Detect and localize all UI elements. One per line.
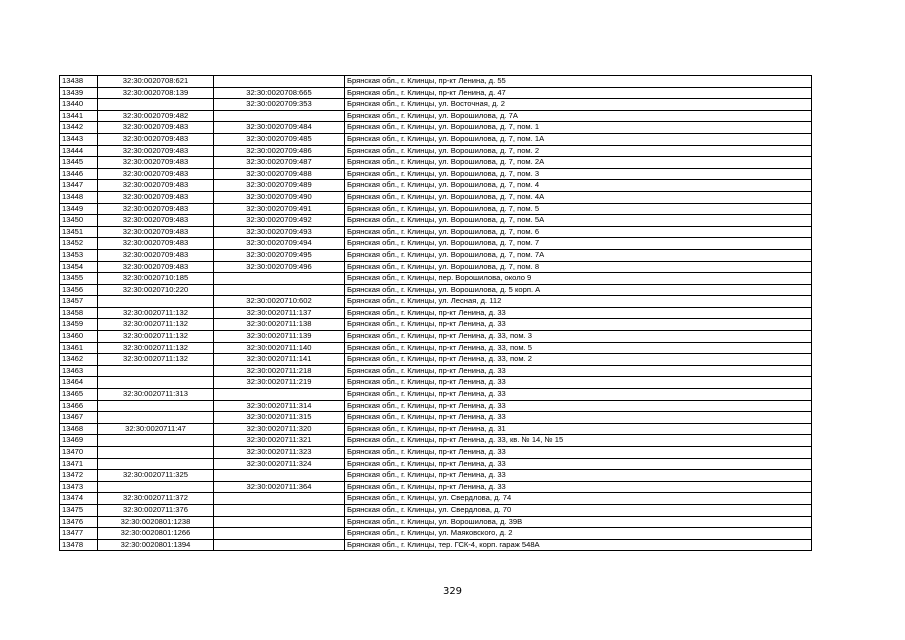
cadastral-number-cell: 32:30:0020711:324 bbox=[214, 458, 345, 470]
parent-cadastral-cell bbox=[98, 99, 214, 111]
cadastral-number-cell: 32:30:0020711:219 bbox=[214, 377, 345, 389]
address-cell: Брянская обл., г. Клинцы, пр-кт Ленина, д. 33 bbox=[345, 400, 812, 412]
parent-cadastral-cell bbox=[98, 481, 214, 493]
address-cell: Брянская обл., г. Клинцы, ул. Ворошилова, д. 7А bbox=[345, 110, 812, 122]
address-cell: Брянская обл., г. Клинцы, пр-кт Ленина, д. 33 bbox=[345, 458, 812, 470]
row-number-cell: 13461 bbox=[60, 342, 98, 354]
table-row bbox=[60, 273, 812, 285]
cadastral-number-cell: 32:30:0020709:490 bbox=[214, 191, 345, 203]
address-cell: Брянская обл., г. Клинцы, пр-кт Ленина, д. 33 bbox=[345, 307, 812, 319]
row-number-cell: 13454 bbox=[60, 261, 98, 273]
address-cell: Брянская обл., г. Клинцы, пр-кт Ленина, д. 55 bbox=[345, 76, 812, 88]
cadastral-number-cell: 32:30:0020709:492 bbox=[214, 215, 345, 227]
address-cell: Брянская обл., г. Клинцы, ул. Ворошилова, д. 5 корп. А bbox=[345, 284, 812, 296]
row-number-cell: 13478 bbox=[60, 539, 98, 551]
table-row bbox=[60, 342, 812, 354]
address-cell: Брянская обл., г. Клинцы, ул. Ворошилова, д. 7, пом. 2 bbox=[345, 145, 812, 157]
table-row bbox=[60, 296, 812, 308]
cadastral-number-cell: 32:30:0020709:496 bbox=[214, 261, 345, 273]
parent-cadastral-cell: 32:30:0020711:132 bbox=[98, 354, 214, 366]
cadastral-number-cell: 32:30:0020711:141 bbox=[214, 354, 345, 366]
row-number-cell: 13453 bbox=[60, 249, 98, 261]
row-number-cell: 13447 bbox=[60, 180, 98, 192]
row-number-cell: 13441 bbox=[60, 110, 98, 122]
address-cell: Брянская обл., г. Клинцы, ул. Ворошилова, д. 7, пом. 1А bbox=[345, 133, 812, 145]
table-row bbox=[60, 435, 812, 447]
table-row bbox=[60, 516, 812, 528]
address-cell: Брянская обл., г. Клинцы, ул. Ворошилова, д. 7, пом. 4 bbox=[345, 180, 812, 192]
parent-cadastral-cell: 32:30:0020709:483 bbox=[98, 226, 214, 238]
address-cell: Брянская обл., г. Клинцы, пр-кт Ленина, д. 33 bbox=[345, 470, 812, 482]
table-row bbox=[60, 365, 812, 377]
address-cell: Брянская обл., г. Клинцы, ул. Ворошилова, д. 39В bbox=[345, 516, 812, 528]
table-row bbox=[60, 145, 812, 157]
row-number-cell: 13450 bbox=[60, 215, 98, 227]
parent-cadastral-cell: 32:30:0020710:185 bbox=[98, 273, 214, 285]
table-row bbox=[60, 458, 812, 470]
row-number-cell: 13455 bbox=[60, 273, 98, 285]
address-cell: Брянская обл., г. Клинцы, пр-кт Ленина, д. 47 bbox=[345, 87, 812, 99]
parent-cadastral-cell: 32:30:0020709:483 bbox=[98, 180, 214, 192]
parent-cadastral-cell bbox=[98, 447, 214, 459]
cadastral-number-cell: 32:30:0020711:314 bbox=[214, 400, 345, 412]
parent-cadastral-cell: 32:30:0020801:1238 bbox=[98, 516, 214, 528]
row-number-cell: 13466 bbox=[60, 400, 98, 412]
parent-cadastral-cell: 32:30:0020709:483 bbox=[98, 168, 214, 180]
parent-cadastral-cell: 32:30:0020711:325 bbox=[98, 470, 214, 482]
table-row bbox=[60, 180, 812, 192]
parent-cadastral-cell: 32:30:0020711:372 bbox=[98, 493, 214, 505]
row-number-cell: 13465 bbox=[60, 389, 98, 401]
row-number-cell: 13475 bbox=[60, 504, 98, 516]
cadastral-number-cell: 32:30:0020709:485 bbox=[214, 133, 345, 145]
cadastral-number-cell bbox=[214, 273, 345, 285]
row-number-cell: 13456 bbox=[60, 284, 98, 296]
address-cell: Брянская обл., г. Клинцы, пр-кт Ленина, д. 33 bbox=[345, 365, 812, 377]
parent-cadastral-cell: 32:30:0020709:483 bbox=[98, 261, 214, 273]
registry-table-body bbox=[60, 76, 812, 551]
parent-cadastral-cell: 32:30:0020711:132 bbox=[98, 331, 214, 343]
address-cell: Брянская обл., г. Клинцы, ул. Ворошилова, д. 7, пом. 2А bbox=[345, 157, 812, 169]
address-cell: Брянская обл., г. Клинцы, ул. Ворошилова, д. 7, пом. 8 bbox=[345, 261, 812, 273]
address-cell: Брянская обл., г. Клинцы, пр-кт Ленина, д. 33 bbox=[345, 389, 812, 401]
parent-cadastral-cell: 32:30:0020709:483 bbox=[98, 249, 214, 261]
row-number-cell: 13440 bbox=[60, 99, 98, 111]
parent-cadastral-cell bbox=[98, 412, 214, 424]
row-number-cell: 13463 bbox=[60, 365, 98, 377]
row-number-cell: 13459 bbox=[60, 319, 98, 331]
parent-cadastral-cell: 32:30:0020801:1266 bbox=[98, 528, 214, 540]
table-row bbox=[60, 122, 812, 134]
address-cell: Брянская обл., г. Клинцы, пр-кт Ленина, д. 33 bbox=[345, 319, 812, 331]
row-number-cell: 13467 bbox=[60, 412, 98, 424]
table-row bbox=[60, 539, 812, 551]
row-number-cell: 13444 bbox=[60, 145, 98, 157]
address-cell: Брянская обл., г. Клинцы, ул. Ворошилова, д. 7, пом. 5 bbox=[345, 203, 812, 215]
address-cell: Брянская обл., г. Клинцы, пр-кт Ленина, д. 33, пом. 5 bbox=[345, 342, 812, 354]
address-cell: Брянская обл., г. Клинцы, пр-кт Ленина, д. 33 bbox=[345, 447, 812, 459]
table-row bbox=[60, 110, 812, 122]
table-row bbox=[60, 400, 812, 412]
table-row bbox=[60, 226, 812, 238]
row-number-cell: 13438 bbox=[60, 76, 98, 88]
table-row bbox=[60, 157, 812, 169]
table-row bbox=[60, 470, 812, 482]
address-cell: Брянская обл., г. Клинцы, ул. Ворошилова, д. 7, пом. 5А bbox=[345, 215, 812, 227]
cadastral-number-cell: 32:30:0020711:364 bbox=[214, 481, 345, 493]
row-number-cell: 13474 bbox=[60, 493, 98, 505]
parent-cadastral-cell: 32:30:0020709:483 bbox=[98, 238, 214, 250]
cadastral-number-cell: 32:30:0020709:486 bbox=[214, 145, 345, 157]
row-number-cell: 13470 bbox=[60, 447, 98, 459]
row-number-cell: 13451 bbox=[60, 226, 98, 238]
parent-cadastral-cell: 32:30:0020711:132 bbox=[98, 319, 214, 331]
parent-cadastral-cell: 32:30:0020709:483 bbox=[98, 191, 214, 203]
parent-cadastral-cell: 32:30:0020711:313 bbox=[98, 389, 214, 401]
parent-cadastral-cell: 32:30:0020711:376 bbox=[98, 504, 214, 516]
table-row bbox=[60, 389, 812, 401]
cadastral-number-cell bbox=[214, 539, 345, 551]
cadastral-number-cell: 32:30:0020709:495 bbox=[214, 249, 345, 261]
parent-cadastral-cell: 32:30:0020710:220 bbox=[98, 284, 214, 296]
parent-cadastral-cell bbox=[98, 435, 214, 447]
cadastral-number-cell bbox=[214, 516, 345, 528]
cadastral-number-cell bbox=[214, 470, 345, 482]
cadastral-number-cell: 32:30:0020711:218 bbox=[214, 365, 345, 377]
row-number-cell: 13472 bbox=[60, 470, 98, 482]
cadastral-number-cell bbox=[214, 389, 345, 401]
cadastral-number-cell bbox=[214, 110, 345, 122]
cadastral-number-cell: 32:30:0020708:665 bbox=[214, 87, 345, 99]
address-cell: Брянская обл., г. Клинцы, пр-кт Ленина, д. 31 bbox=[345, 423, 812, 435]
address-cell: Брянская обл., г. Клинцы, тер. ГСК-4, корп. гараж 548А bbox=[345, 539, 812, 551]
cadastral-number-cell: 32:30:0020709:493 bbox=[214, 226, 345, 238]
address-cell: Брянская обл., г. Клинцы, пр-кт Ленина, д. 33, кв. № 14, № 15 bbox=[345, 435, 812, 447]
table-row bbox=[60, 331, 812, 343]
cadastral-number-cell: 32:30:0020709:353 bbox=[214, 99, 345, 111]
cadastral-number-cell: 32:30:0020711:137 bbox=[214, 307, 345, 319]
cadastral-number-cell bbox=[214, 284, 345, 296]
row-number-cell: 13457 bbox=[60, 296, 98, 308]
table-row bbox=[60, 307, 812, 319]
address-cell: Брянская обл., г. Клинцы, пр-кт Ленина, д. 33 bbox=[345, 377, 812, 389]
table-row bbox=[60, 133, 812, 145]
table-row bbox=[60, 412, 812, 424]
table-row bbox=[60, 191, 812, 203]
row-number-cell: 13460 bbox=[60, 331, 98, 343]
row-number-cell: 13446 bbox=[60, 168, 98, 180]
cadastral-number-cell: 32:30:0020711:138 bbox=[214, 319, 345, 331]
table-row bbox=[60, 249, 812, 261]
table-row bbox=[60, 447, 812, 459]
row-number-cell: 13448 bbox=[60, 191, 98, 203]
parent-cadastral-cell bbox=[98, 377, 214, 389]
parent-cadastral-cell: 32:30:0020711:132 bbox=[98, 307, 214, 319]
row-number-cell: 13469 bbox=[60, 435, 98, 447]
row-number-cell: 13477 bbox=[60, 528, 98, 540]
address-cell: Брянская обл., г. Клинцы, ул. Ворошилова, д. 7, пом. 4А bbox=[345, 191, 812, 203]
row-number-cell: 13442 bbox=[60, 122, 98, 134]
address-cell: Брянская обл., г. Клинцы, ул. Ворошилова, д. 7, пом. 7 bbox=[345, 238, 812, 250]
parent-cadastral-cell: 32:30:0020708:621 bbox=[98, 76, 214, 88]
registry-table bbox=[59, 75, 812, 551]
table-row bbox=[60, 76, 812, 88]
address-cell: Брянская обл., г. Клинцы, ул. Свердлова, д. 70 bbox=[345, 504, 812, 516]
row-number-cell: 13445 bbox=[60, 157, 98, 169]
table-row bbox=[60, 284, 812, 296]
parent-cadastral-cell: 32:30:0020708:139 bbox=[98, 87, 214, 99]
cadastral-number-cell: 32:30:0020711:323 bbox=[214, 447, 345, 459]
cadastral-number-cell: 32:30:0020710:602 bbox=[214, 296, 345, 308]
address-cell: Брянская обл., г. Клинцы, ул. Свердлова, д. 74 bbox=[345, 493, 812, 505]
address-cell: Брянская обл., г. Клинцы, ул. Маяковского, д. 2 bbox=[345, 528, 812, 540]
cadastral-number-cell: 32:30:0020711:315 bbox=[214, 412, 345, 424]
parent-cadastral-cell: 32:30:0020711:132 bbox=[98, 342, 214, 354]
address-cell: Брянская обл., г. Клинцы, ул. Ворошилова, д. 7, пом. 1 bbox=[345, 122, 812, 134]
table-row bbox=[60, 319, 812, 331]
table-row bbox=[60, 261, 812, 273]
parent-cadastral-cell: 32:30:0020709:482 bbox=[98, 110, 214, 122]
cadastral-number-cell bbox=[214, 528, 345, 540]
row-number-cell: 13462 bbox=[60, 354, 98, 366]
cadastral-number-cell: 32:30:0020709:484 bbox=[214, 122, 345, 134]
table-row bbox=[60, 423, 812, 435]
parent-cadastral-cell bbox=[98, 400, 214, 412]
address-cell: Брянская обл., г. Клинцы, пр-кт Ленина, д. 33, пом. 3 bbox=[345, 331, 812, 343]
page-number: 329 bbox=[442, 586, 463, 597]
table-row bbox=[60, 99, 812, 111]
cadastral-number-cell: 32:30:0020709:488 bbox=[214, 168, 345, 180]
address-cell: Брянская обл., г. Клинцы, ул. Ворошилова, д. 7, пом. 3 bbox=[345, 168, 812, 180]
parent-cadastral-cell bbox=[98, 458, 214, 470]
row-number-cell: 13476 bbox=[60, 516, 98, 528]
row-number-cell: 13468 bbox=[60, 423, 98, 435]
table-row bbox=[60, 215, 812, 227]
row-number-cell: 13443 bbox=[60, 133, 98, 145]
row-number-cell: 13439 bbox=[60, 87, 98, 99]
cadastral-number-cell: 32:30:0020711:321 bbox=[214, 435, 345, 447]
parent-cadastral-cell: 32:30:0020709:483 bbox=[98, 145, 214, 157]
row-number-cell: 13449 bbox=[60, 203, 98, 215]
cadastral-number-cell bbox=[214, 76, 345, 88]
table-row bbox=[60, 238, 812, 250]
cadastral-number-cell: 32:30:0020711:139 bbox=[214, 331, 345, 343]
row-number-cell: 13473 bbox=[60, 481, 98, 493]
address-cell: Брянская обл., г. Клинцы, пр-кт Ленина, д. 33, пом. 2 bbox=[345, 354, 812, 366]
cadastral-number-cell: 32:30:0020711:140 bbox=[214, 342, 345, 354]
row-number-cell: 13452 bbox=[60, 238, 98, 250]
parent-cadastral-cell: 32:30:0020709:483 bbox=[98, 133, 214, 145]
table-row bbox=[60, 377, 812, 389]
address-cell: Брянская обл., г. Клинцы, ул. Лесная, д. 112 bbox=[345, 296, 812, 308]
parent-cadastral-cell: 32:30:0020709:483 bbox=[98, 122, 214, 134]
row-number-cell: 13458 bbox=[60, 307, 98, 319]
address-cell: Брянская обл., г. Клинцы, ул. Ворошилова, д. 7, пом. 7А bbox=[345, 249, 812, 261]
table-row bbox=[60, 87, 812, 99]
address-cell: Брянская обл., г. Клинцы, пр-кт Ленина, д. 33 bbox=[345, 412, 812, 424]
cadastral-number-cell bbox=[214, 504, 345, 516]
row-number-cell: 13471 bbox=[60, 458, 98, 470]
table-row bbox=[60, 528, 812, 540]
address-cell: Брянская обл., г. Клинцы, ул. Ворошилова, д. 7, пом. 6 bbox=[345, 226, 812, 238]
cadastral-number-cell: 32:30:0020711:320 bbox=[214, 423, 345, 435]
parent-cadastral-cell: 32:30:0020801:1394 bbox=[98, 539, 214, 551]
cadastral-number-cell: 32:30:0020709:489 bbox=[214, 180, 345, 192]
table-row bbox=[60, 168, 812, 180]
parent-cadastral-cell: 32:30:0020711:47 bbox=[98, 423, 214, 435]
row-number-cell: 13464 bbox=[60, 377, 98, 389]
address-cell: Брянская обл., г. Клинцы, пер. Ворошилова, около 9 bbox=[345, 273, 812, 285]
cadastral-number-cell bbox=[214, 493, 345, 505]
cadastral-number-cell: 32:30:0020709:487 bbox=[214, 157, 345, 169]
cadastral-number-cell: 32:30:0020709:491 bbox=[214, 203, 345, 215]
parent-cadastral-cell bbox=[98, 365, 214, 377]
address-cell: Брянская обл., г. Клинцы, пр-кт Ленина, д. 33 bbox=[345, 481, 812, 493]
parent-cadastral-cell: 32:30:0020709:483 bbox=[98, 215, 214, 227]
parent-cadastral-cell: 32:30:0020709:483 bbox=[98, 203, 214, 215]
table-row bbox=[60, 493, 812, 505]
table-row bbox=[60, 481, 812, 493]
cadastral-number-cell: 32:30:0020709:494 bbox=[214, 238, 345, 250]
table-row bbox=[60, 203, 812, 215]
table-row bbox=[60, 354, 812, 366]
address-cell: Брянская обл., г. Клинцы, ул. Восточная, д. 2 bbox=[345, 99, 812, 111]
table-row bbox=[60, 504, 812, 516]
parent-cadastral-cell bbox=[98, 296, 214, 308]
parent-cadastral-cell: 32:30:0020709:483 bbox=[98, 157, 214, 169]
